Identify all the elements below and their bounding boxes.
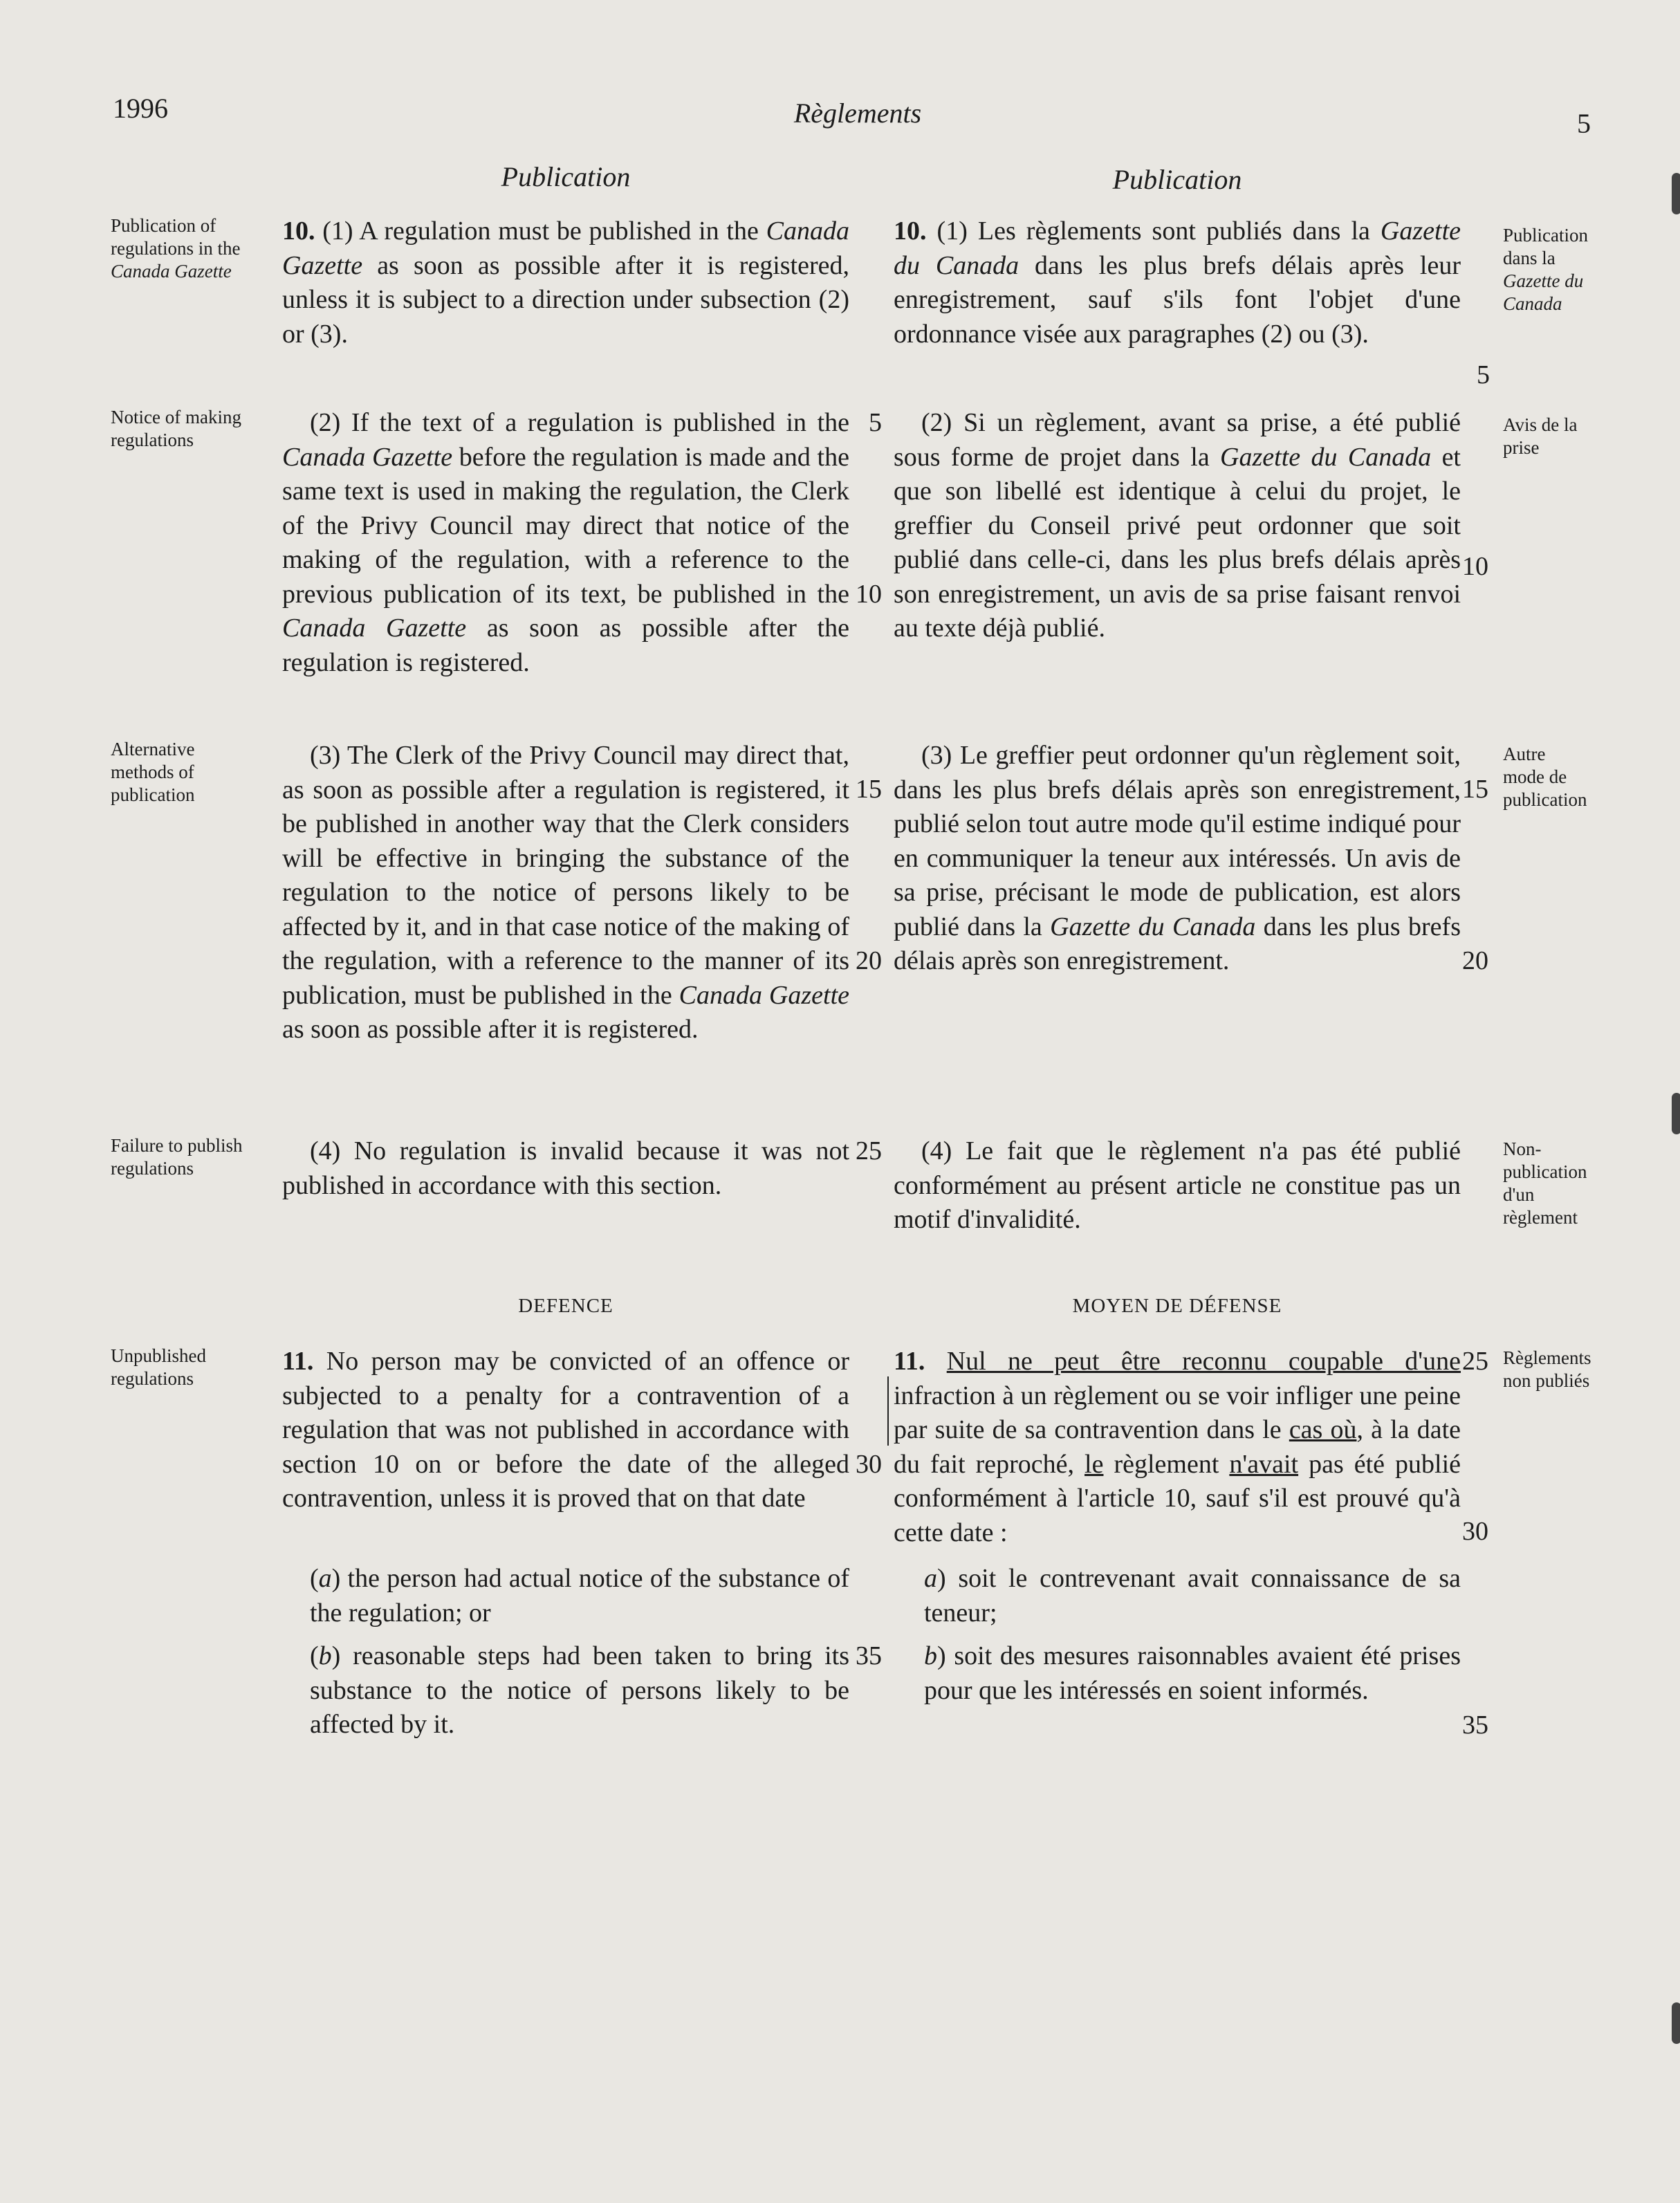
defence-heading-fr: MOYEN DE DÉFENSE: [1072, 1295, 1282, 1317]
margin-note-en-10-3: Alternative methods of publication: [111, 739, 195, 805]
line-number-fr-5: 5: [1477, 360, 1490, 389]
margin-note-fr-10-1: Publication dans la Gazette du Canada: [1503, 225, 1588, 314]
binder-hole-middle: [1672, 1093, 1680, 1134]
margin-note-fr-10-4: Non-publication d'un règlement: [1503, 1139, 1587, 1228]
en-section-10-4: (4) No regulation is invalid because it was not published in accordance with this section.: [282, 1136, 849, 1200]
en-section-10-3: (3) The Clerk of the Privy Council may direct that, as soon as possible after a regulation is registered, it be published in another way that the Clerk considers will be effective in bringing the substance of the regulation to the notice of persons likely to be affected by it, and in that case notice of the making of the regulation, with a reference to the manner of its publication, must be published in the Canada Gazette as soon as possible after it is registered.: [282, 741, 849, 1044]
line-number-fr-30: 30: [1462, 1517, 1488, 1546]
fr-section-10-3: (3) Le greffier peut ordonner qu'un règlement soit, dans les plus brefs délais après son enregistrement, publié selon tout autre mode qu'il estime indiqué pour en communiquer la teneur aux intéressés. Un avis de sa prise, précisant le mode de publication, est alors publié dans la Gazette du Canada dans les plus brefs délais après son enregistrement.: [894, 741, 1461, 975]
binder-hole-top: [1672, 173, 1680, 214]
header-year: 1996: [113, 93, 168, 124]
margin-note-en-10-1: Publication of regulations in the Canada Gazette: [111, 215, 241, 282]
line-number-fr-15: 15: [1462, 775, 1488, 804]
fr-section-10-1: 10. (1) Les règlements sont publiés dans la Gazette du Canada dans les plus brefs délais après leur enregistrement, sauf s'ils font l'objet d'une ordonnance visée aux paragraphes (2) ou (3).: [894, 216, 1461, 349]
margin-note-fr-11: Règlements non publiés: [1503, 1347, 1591, 1391]
revision-bar: [887, 1376, 889, 1446]
section-heading-en: Publication: [501, 161, 631, 192]
margin-note-en-11: Unpublished regulations: [111, 1345, 206, 1389]
fr-section-11-a: a) soit le contrevenant avait connaissance de sa teneur;: [924, 1564, 1461, 1628]
line-number-en-10: 10: [856, 580, 882, 609]
defence-heading-en: DEFENCE: [518, 1295, 613, 1317]
margin-note-fr-10-3: Autre mode de publication: [1503, 744, 1587, 810]
en-section-10-1: 10. (1) A regulation must be published in the Canada Gazette as soon as possible after it is registered, unless it is subject to a direction under subsection (2) or (3).: [282, 216, 849, 349]
binder-hole-bottom: [1672, 2002, 1680, 2044]
line-number-fr-25: 25: [1462, 1347, 1488, 1376]
margin-note-en-10-2: Notice of making regulations: [111, 407, 241, 450]
header-title: Règlements: [793, 98, 922, 129]
section-heading-fr: Publication: [1112, 164, 1242, 195]
line-number-fr-10: 10: [1462, 552, 1488, 581]
fr-section-11-b: b) soit des mesures raisonnables avaient été prises pour que les intéressés en soient informés.: [924, 1641, 1461, 1705]
line-number-en-25: 25: [856, 1136, 882, 1165]
margin-note-en-10-4: Failure to publish regulations: [111, 1135, 243, 1179]
fr-section-10-4: (4) Le fait que le règlement n'a pas été publié conformément au présent article ne constitue pas un motif d'invalidité.: [894, 1136, 1461, 1234]
line-number-en-5: 5: [869, 408, 882, 437]
page-number: 5: [1577, 108, 1591, 139]
en-section-11: 11. No person may be convicted of an offence or subjected to a penalty for a contravention of a regulation that was not published in accordance with section 10 on or before the date of the alleged contravention, unless it is proved that on that date: [282, 1347, 849, 1513]
line-number-en-20: 20: [856, 946, 882, 975]
line-number-fr-20: 20: [1462, 946, 1488, 975]
line-number-en-15: 15: [856, 775, 882, 804]
line-number-en-35: 35: [856, 1641, 882, 1670]
en-section-11-b: (b) reasonable steps had been taken to bring its substance to the notice of persons likely to be affected by it.: [310, 1641, 849, 1739]
en-section-10-2: (2) If the text of a regulation is published in the Canada Gazette before the regulation is made and the same text is used in making the regulation, the Clerk of the Privy Council may direct that notice of the making of the regulation, with a reference to the previous publication of its text, be published in the Canada Gazette as soon as possible after the regulation is registered.: [282, 408, 849, 677]
line-number-en-30: 30: [856, 1450, 882, 1479]
fr-section-11: 11. Nul ne peut être reconnu coupable d'une infraction à un règlement ou se voir infliger une peine par suite de sa contravention dans le cas où, à la date du fait reproché, le règlement n'avait pas été publié conformément à l'article 10, sauf s'il est prouvé qu'à cette date :: [894, 1347, 1461, 1547]
margin-note-fr-10-2: Avis de la prise: [1503, 414, 1578, 458]
line-number-fr-35: 35: [1462, 1711, 1488, 1740]
fr-section-10-2: (2) Si un règlement, avant sa prise, a été publié sous forme de projet dans la Gazette du Canada et que son libellé est identique à celui du projet, le greffier du Conseil privé peut ordonner que soit publié dans celle-ci, dans les plus brefs délais après son enregistrement, un avis de sa prise faisant renvoi au texte déjà publié.: [894, 408, 1461, 643]
en-section-11-a: (a) the person had actual notice of the substance of the regulation; or: [310, 1564, 849, 1628]
